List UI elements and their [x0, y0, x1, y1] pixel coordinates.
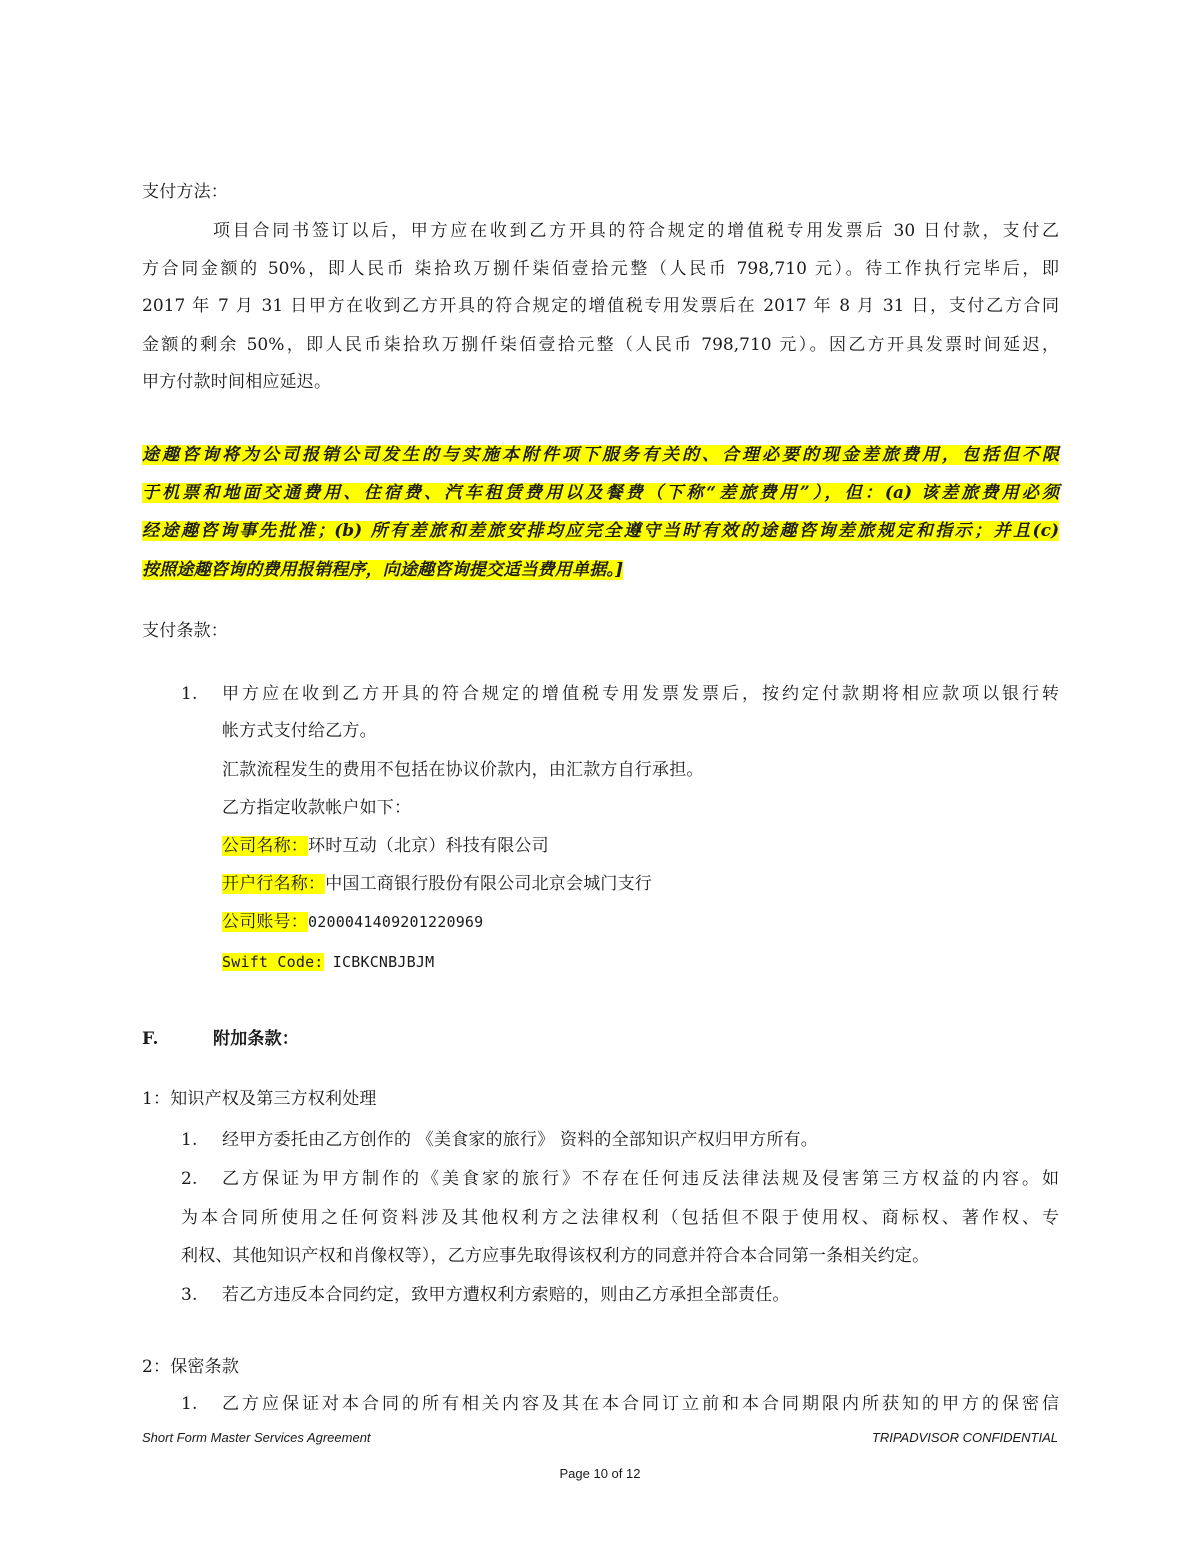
payment-terms-heading: 支付条款： — [142, 621, 228, 641]
highlight-text: 于机票和地面交通费用、住宿费、汽车租赁费用以及餐费（下称“差旅费用”），但：(a) 该差旅费用必须 — [142, 483, 1059, 503]
account-number-label: 公司账号： — [222, 912, 308, 932]
account-swift-value: ICBKCNBJBJM — [332, 953, 435, 971]
ip-item-2-line-2: 为本合同所使用之任何资料涉及其他权利方之法律权利（包括但不限于使用权、商标权、著作权、专 — [181, 1208, 1059, 1228]
payment-method-line-1: 项目合同书签订以后，甲方应在收到乙方开具的符合规定的增值税专用发票后 30 日付款，支付乙 — [213, 221, 1059, 241]
ip-clause-heading: 1：知识产权及第三方权利处理 — [142, 1089, 377, 1109]
account-company-value: 环时互动（北京）科技有限公司 — [308, 836, 549, 856]
payment-method-line-3: 2017 年 7 月 31 日甲方在收到乙方开具的符合规定的增值税专用发票后在 2017 年 8 月 31 日，支付乙方合同 — [142, 296, 1059, 316]
highlight-clause-line-2 — [142, 482, 1059, 504]
account-swift-label: Swift Code: — [222, 953, 324, 971]
account-number-value: 0200041409201220969 — [308, 913, 484, 931]
confidential-item-1-number: 1. — [181, 1394, 198, 1414]
account-bank-value: 中国工商银行股份有限公司北京会城门支行 — [325, 874, 653, 894]
payment-method-line-4: 金额的剩余 50%，即人民币柒拾玖万捌仟柒佰壹拾元整（人民币 798,710 元）。因乙方开具发票时间延迟， — [142, 335, 1059, 355]
highlight-text: 途趣咨询将为公司报销公司发生的与实施本附件项下服务有关的、合理必要的现金差旅费用，包括但不限 — [142, 445, 1059, 465]
account-swift-row — [222, 951, 434, 973]
ip-item-3-number: 3. — [181, 1285, 198, 1305]
page-number: Page 10 of 12 — [559, 1466, 641, 1481]
ip-item-2-number: 2. — [181, 1169, 198, 1189]
section-f-title: 附加条款： — [213, 1029, 299, 1049]
ip-item-1-text: 经甲方委托由乙方创作的 《美食家的旅行》 资料的全部知识产权归甲方所有。 — [222, 1130, 819, 1150]
account-bank-label: 开户行名称： — [222, 874, 326, 894]
ip-item-2-line-1: 乙方保证为甲方制作的《美食家的旅行》不存在任何违反法律法规及侵害第三方权益的内容。如 — [222, 1169, 1059, 1189]
ip-item-3-text: 若乙方违反本合同约定，致甲方遭权利方索赔的，则由乙方承担全部责任。 — [222, 1285, 790, 1305]
highlight-text: 经途趣咨询事先批准；(b) 所有差旅和差旅安排均应完全遵守当时有效的途趣咨询差旅规定和指示；并且(c) — [142, 521, 1059, 541]
account-bank-row — [222, 873, 652, 895]
ip-item-2-line-3: 利权、其他知识产权和肖像权等），乙方应事先取得该权利方的同意并符合本合同第一条相关约定。 — [181, 1246, 930, 1266]
payment-method-line-5: 甲方付款时间相应延迟。 — [142, 372, 332, 392]
account-company-label: 公司名称： — [222, 836, 308, 856]
remittance-fee-note: 汇款流程发生的费用不包括在协议价款内，由汇款方自行承担。 — [222, 760, 704, 780]
footer-confidential-label: TRIPADVISOR CONFIDENTIAL — [871, 1430, 1058, 1445]
payment-terms-item-1-number: 1. — [181, 684, 198, 704]
confidential-item-1-line: 乙方应保证对本合同的所有相关内容及其在本合同订立前和本合同期限内所获知的甲方的保密信 — [222, 1394, 1059, 1414]
account-company-row — [222, 835, 549, 857]
confidential-clause-heading: 2：保密条款 — [142, 1357, 240, 1377]
account-number-row — [222, 911, 483, 933]
payment-method-line-2: 方合同金额的 50%，即人民币 柒拾玖万捌仟柒佰壹拾元整（人民币 798,710 元）。待工作执行完毕后，即 — [142, 259, 1059, 279]
highlight-clause-line-1 — [142, 444, 1059, 466]
highlight-clause-line-3 — [142, 520, 1059, 542]
highlight-clause-line-4 — [142, 559, 623, 581]
account-intro: 乙方指定收款帐户如下： — [222, 798, 412, 818]
footer-agreement-title: Short Form Master Services Agreement — [142, 1430, 371, 1445]
payment-terms-item-1-line-1: 甲方应在收到乙方开具的符合规定的增值税专用发票发票后，按约定付款期将相应款项以银行转 — [222, 684, 1059, 704]
highlight-text: 按照途趣咨询的费用报销程序，向途趣咨询提交适当费用单据。] — [142, 560, 624, 580]
payment-method-heading: 支付方法： — [142, 182, 228, 202]
payment-terms-item-1-line-2: 帐方式支付给乙方。 — [222, 721, 377, 741]
ip-item-1-number: 1. — [181, 1130, 198, 1150]
section-f-letter: F. — [142, 1029, 159, 1049]
